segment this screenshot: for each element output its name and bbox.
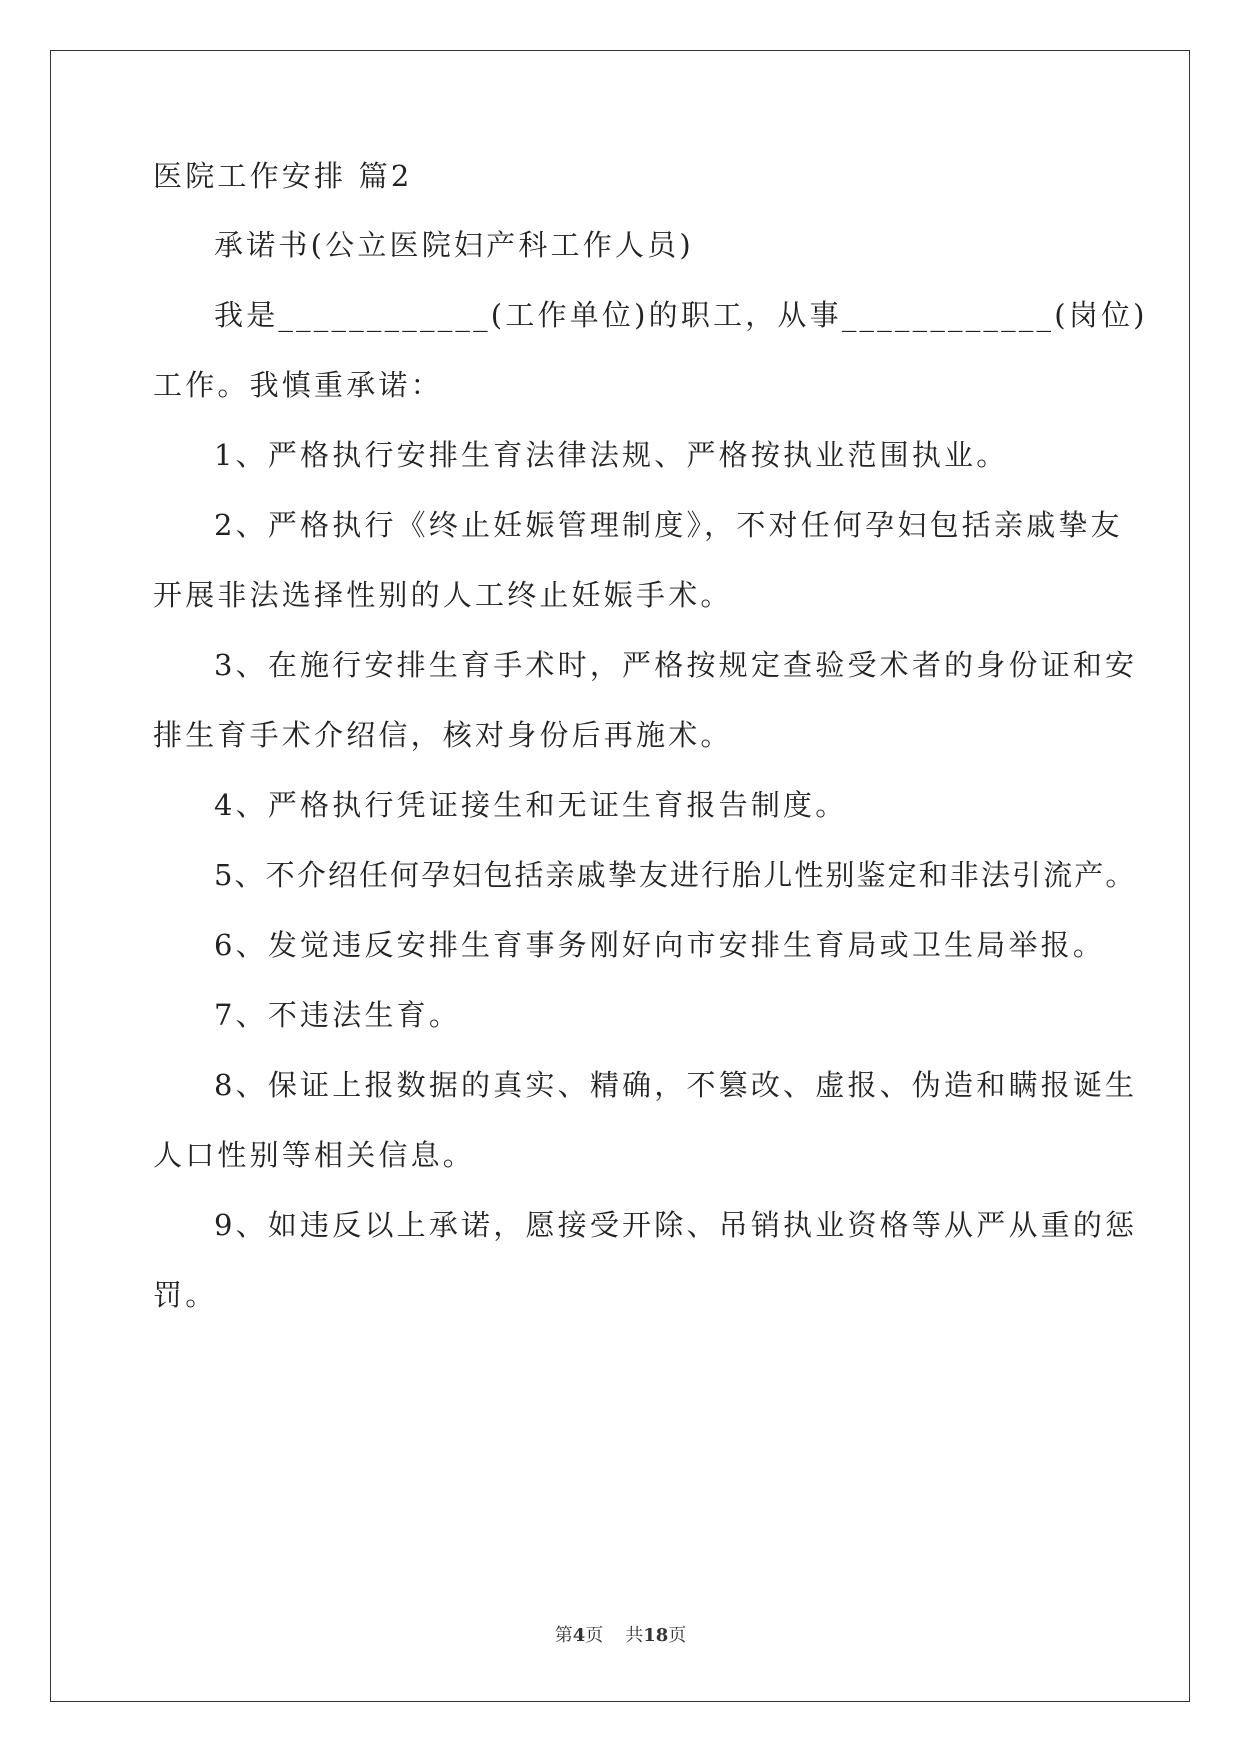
promise-item-7: 7、不违法生育。	[214, 998, 462, 1032]
page-footer	[0, 1625, 1241, 1647]
footer-page-number: 4	[572, 1625, 586, 1646]
footer-total-pages: 18	[643, 1625, 669, 1646]
promise-item-8-line-1: 8、保证上报数据的真实、精确，不篡改、虚报、伪造和瞒报诞生	[214, 1068, 1138, 1102]
section-heading: 医院工作安排 篇2	[153, 159, 413, 193]
footer-page-prefix: 第	[554, 1625, 573, 1646]
promise-item-2-line-2: 开展非法选择性别的人工终止妊娠手术。	[153, 578, 733, 612]
promise-item-4: 4、严格执行凭证接生和无证生育报告制度。	[214, 788, 848, 822]
intro-line-2: 工作。我慎重承诺：	[153, 368, 443, 402]
promise-item-2-line-1: 2、严格执行《终止妊娠管理制度》，不对任何孕妇包括亲戚挚友	[214, 508, 1123, 542]
promise-item-5: 5、不介绍任何孕妇包括亲戚挚友进行胎儿性别鉴定和非法引流产。	[214, 858, 1137, 892]
promise-item-3-line-1: 3、在施行安排生育手术时，严格按规定查验受术者的身份证和安	[214, 648, 1138, 682]
promise-item-9-line-2: 罚。	[153, 1278, 218, 1312]
document-title: 承诺书(公立医院妇产科工作人员)	[214, 228, 694, 262]
intro-line-1: 我是____________(工作单位)的职工，从事____________(岗位)	[214, 298, 1148, 332]
promise-item-9-line-1: 9、如违反以上承诺，愿接受开除、吊销执业资格等从严从重的惩	[214, 1208, 1138, 1242]
promise-item-3-line-2: 排生育手术介绍信，核对身份后再施术。	[153, 718, 733, 752]
footer-page-suffix: 页	[585, 1625, 604, 1646]
promise-item-8-line-2: 人口性别等相关信息。	[153, 1138, 476, 1172]
promise-item-6: 6、发觉违反安排生育事务刚好向市安排生育局或卫生局举报。	[214, 928, 1106, 962]
footer-total-prefix: 共	[625, 1625, 644, 1646]
promise-item-1: 1、严格执行安排生育法律法规、严格按执业范围执业。	[214, 438, 1009, 472]
footer-total-suffix: 页	[668, 1625, 687, 1646]
